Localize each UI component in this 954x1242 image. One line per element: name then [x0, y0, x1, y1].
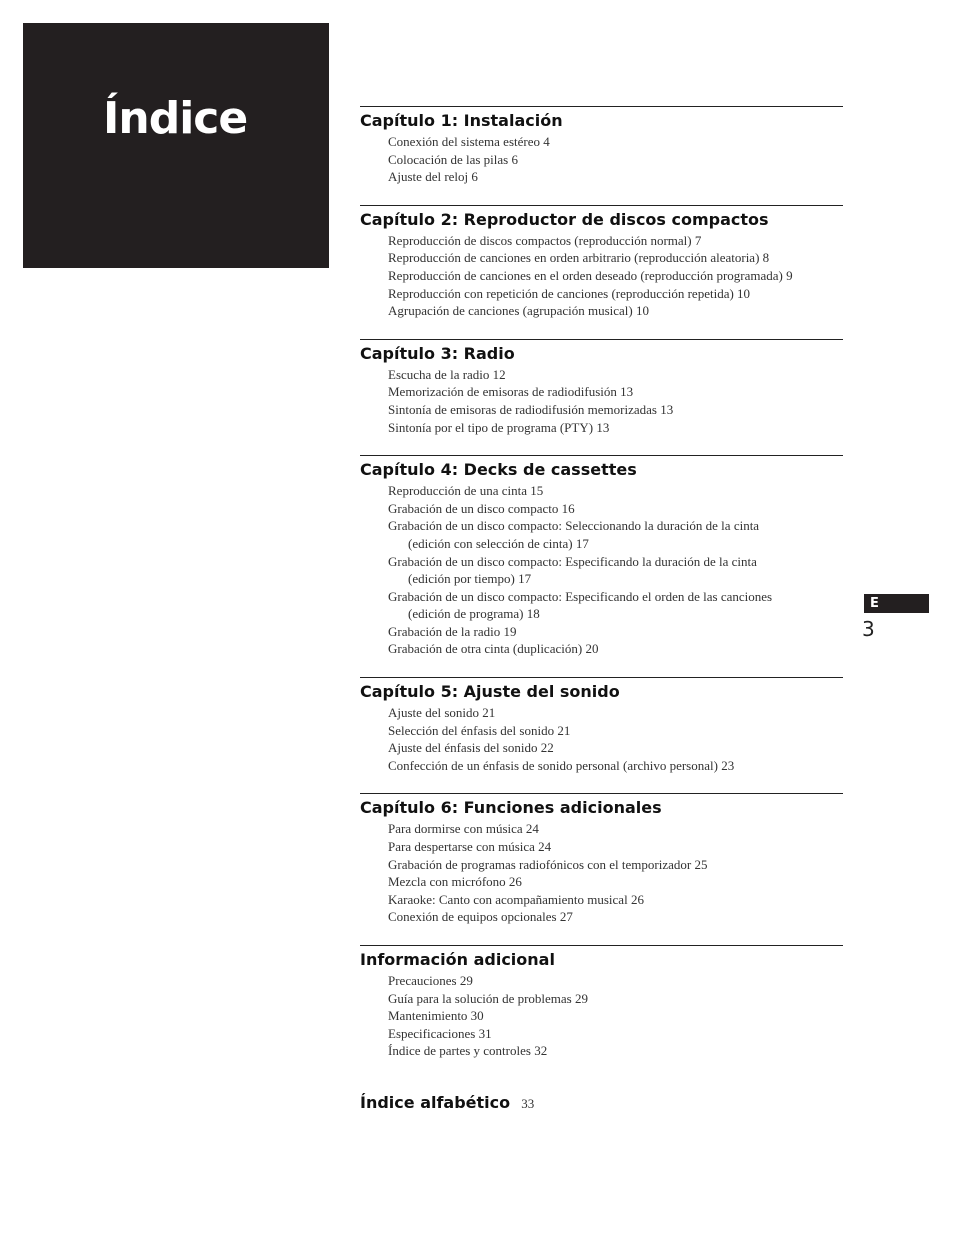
toc-entry: Reproducción de una cinta 15	[388, 483, 544, 499]
toc-entry: Para despertarse con música 24	[388, 839, 552, 855]
alphabetical-index-heading	[360, 1093, 534, 1112]
toc-entry: Reproducción con repetición de canciones (reproducción repetida) 10	[388, 285, 751, 301]
toc-entry: Conexión de equipos opcionales 27	[388, 909, 573, 925]
toc-entry: Grabación de un disco compacto: Especificando la duración de la cinta	[388, 553, 757, 569]
toc-entry: Confección de un énfasis de sonido personal (archivo personal) 23	[388, 757, 735, 773]
chapter-5	[360, 677, 843, 793]
toc-entry: Reproducción de canciones en orden arbitrario (reproducción aleatoria) 8	[388, 250, 770, 266]
page-title: Índice	[103, 93, 248, 144]
chapter-heading: Capítulo 1: Instalación	[360, 111, 563, 130]
toc-entry: Agrupación de canciones (agrupación musical) 10	[388, 303, 649, 319]
chapter-6	[360, 793, 843, 945]
chapter-4	[360, 455, 843, 677]
toc-entry: Grabación de un disco compacto 16	[388, 500, 575, 516]
chapter-heading: Capítulo 4: Decks de cassettes	[360, 460, 637, 480]
title-block	[23, 23, 329, 268]
toc-entry: Grabación de otra cinta (duplicación) 20	[388, 641, 599, 657]
entry-continuation-text: (edición de programa) 18	[408, 606, 540, 622]
language-tab: E	[864, 594, 929, 613]
entry-continuation-text: (edición con selección de cinta) 17	[408, 535, 589, 551]
toc-entry: Sintonía por el tipo de programa (PTY) 13	[388, 419, 610, 435]
toc-entry: Mantenimiento 30	[388, 1008, 484, 1024]
toc-entry: Ajuste del reloj 6	[388, 169, 478, 185]
chapter-1	[360, 106, 843, 205]
chapter-heading: Capítulo 5: Ajuste del sonido	[360, 682, 620, 702]
toc-entry: Selección del énfasis del sonido 21	[388, 722, 571, 738]
toc-entry: Reproducción de canciones en el orden deseado (reproducción programada) 9	[388, 267, 793, 283]
toc-entry: Grabación de un disco compacto: Especificando el orden de las canciones	[388, 588, 773, 604]
toc-entry-continuation	[388, 570, 843, 588]
alphabetical-index-label: Índice alfabético	[360, 1093, 511, 1112]
toc-entry: Karaoke: Canto con acompañamiento musical 26	[388, 891, 644, 907]
chapter-heading: Capítulo 3: Radio	[360, 343, 515, 363]
page-number: 3	[862, 617, 875, 641]
toc-entry: Grabación de programas radiofónicos con el temporizador 25	[388, 856, 708, 872]
chapter-heading: Información adicional	[360, 950, 555, 969]
entry-continuation-text: (edición por tiempo) 17	[408, 571, 532, 587]
toc-entry: Reproducción de discos compactos (reproducción normal) 7	[388, 232, 702, 248]
toc-entry-continuation	[388, 535, 843, 553]
toc-entry: Memorización de emisoras de radiodifusión 13	[388, 384, 634, 400]
chapter-3	[360, 339, 843, 455]
toc-entry: Grabación de un disco compacto: Seleccionando la duración de la cinta	[388, 518, 760, 534]
toc-entry: Índice de partes y controles 32	[388, 1043, 548, 1059]
toc-entry: Escucha de la radio 12	[388, 366, 506, 382]
toc-entry: Especificaciones 31	[388, 1025, 492, 1041]
toc-entry: Mezcla con micrófono 26	[388, 874, 522, 890]
chapter-additional-info	[360, 945, 843, 1060]
toc-entry: Guía para la solución de problemas 29	[388, 990, 588, 1006]
toc-entry: Precauciones 29	[388, 973, 473, 988]
toc-entry: Ajuste del énfasis del sonido 22	[388, 740, 554, 756]
toc-entry: Conexión del sistema estéreo 4	[388, 134, 550, 149]
table-of-contents	[360, 106, 843, 1060]
toc-entry: Colocación de las pilas 6	[388, 151, 518, 167]
toc-entry: Grabación de la radio 19	[388, 623, 517, 639]
chapter-heading: Capítulo 6: Funciones adicionales	[360, 798, 662, 818]
toc-entry: Para dormirse con música 24	[388, 821, 539, 837]
toc-entry-continuation	[388, 605, 843, 623]
toc-entry: Ajuste del sonido 21	[388, 705, 496, 721]
alphabetical-index-page: 33	[521, 1096, 535, 1111]
chapter-2	[360, 205, 843, 339]
toc-entry: Sintonía de emisoras de radiodifusión memorizadas 13	[388, 401, 674, 417]
chapter-heading: Capítulo 2: Reproductor de discos compactos	[360, 209, 769, 229]
